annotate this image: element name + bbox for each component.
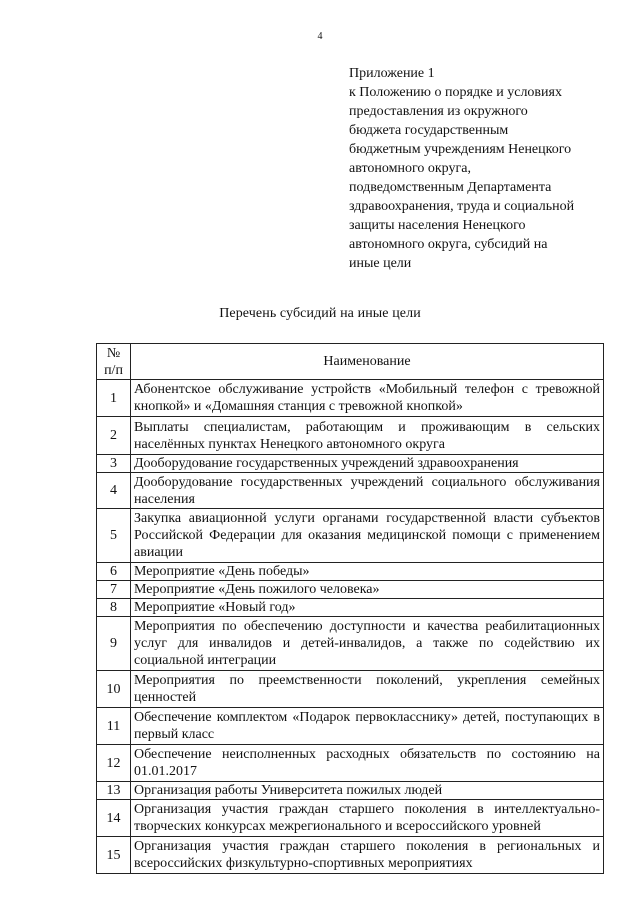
row-number: 9 (97, 617, 131, 671)
appendix-line: защиты населения Ненецкого (349, 218, 526, 233)
appendix-line: подведомственным Департамента (349, 180, 552, 195)
table-row (97, 563, 604, 581)
table-row (97, 599, 604, 617)
appendix-line: Приложение 1 (349, 66, 435, 81)
table-row (97, 708, 604, 745)
row-name: Мероприятия по преемственности поколений, укрепления семейных ценностей (131, 671, 604, 708)
row-name: Мероприятие «Новый год» (131, 599, 604, 617)
list-title: Перечень субсидий на иные цели (219, 306, 421, 321)
appendix-line: бюджета государственным (349, 123, 509, 138)
row-number: 11 (97, 708, 131, 745)
subsidies-table (96, 343, 604, 874)
row-number: 3 (97, 455, 131, 473)
appendix-line: автономного округа, (349, 161, 471, 176)
header-number: № п/п (97, 344, 131, 380)
row-name: Выплаты специалистам, работающим и проживающим в сельских населённых пунктах Ненецкого автономного округа (131, 417, 604, 455)
row-number: 4 (97, 473, 131, 509)
row-number: 14 (97, 800, 131, 837)
row-number: 6 (97, 563, 131, 581)
row-name: Закупка авиационной услуги органами государственной власти субъектов Российской Федерации для оказания медицинской помощи с применением авиации (131, 509, 604, 563)
table-row (97, 509, 604, 563)
header-name: Наименование (131, 344, 604, 380)
row-number: 2 (97, 417, 131, 455)
appendix-line: предоставления из окружного (349, 104, 528, 119)
table-row (97, 782, 604, 800)
table-header-row (97, 344, 604, 380)
table-row (97, 380, 604, 417)
row-name: Организация участия граждан старшего поколения в региональных и всероссийских физкультурно-спортивных мероприятиях (131, 837, 604, 874)
table-row (97, 671, 604, 708)
row-name: Дооборудование государственных учреждений социального обслуживания населения (131, 473, 604, 509)
table-row (97, 800, 604, 837)
appendix-line: к Положению о порядке и условиях (349, 85, 562, 100)
table-row (97, 455, 604, 473)
row-number: 13 (97, 782, 131, 800)
table-row (97, 837, 604, 874)
row-name: Организация работы Университета пожилых людей (131, 782, 604, 800)
page-number: 4 (317, 31, 323, 42)
table-row (97, 745, 604, 782)
row-name: Мероприятие «День пожилого человека» (131, 581, 604, 599)
appendix-header (349, 64, 619, 273)
row-name: Мероприятия по обеспечению доступности и качества реабилитационных услуг для инвалидов и детей-инвалидов, а также по содействию их социальной интеграции (131, 617, 604, 671)
row-number: 10 (97, 671, 131, 708)
row-number: 8 (97, 599, 131, 617)
row-name: Обеспечение неисполненных расходных обязательств по состоянию на 01.01.2017 (131, 745, 604, 782)
row-number: 7 (97, 581, 131, 599)
row-name: Абонентское обслуживание устройств «Мобильный телефон с тревожной кнопкой» и «Домашняя станция с тревожной кнопкой» (131, 380, 604, 417)
table-row (97, 417, 604, 455)
row-name: Дооборудование государственных учреждений здравоохранения (131, 455, 604, 473)
appendix-line: здравоохранения, труда и социальной (349, 199, 575, 214)
appendix-line: бюджетным учреждениям Ненецкого (349, 142, 572, 157)
row-number: 5 (97, 509, 131, 563)
row-number: 15 (97, 837, 131, 874)
table-row (97, 617, 604, 671)
row-name: Обеспечение комплектом «Подарок первокласснику» детей, поступающих в первый класс (131, 708, 604, 745)
row-name: Мероприятие «День победы» (131, 563, 604, 581)
appendix-line: автономного округа, субсидий на (349, 237, 548, 252)
table-row (97, 581, 604, 599)
row-name: Организация участия граждан старшего поколения в интеллектуально-творческих конкурсах межрегионального и всероссийского уровней (131, 800, 604, 837)
appendix-line: иные цели (349, 256, 412, 271)
table-row (97, 473, 604, 509)
row-number: 1 (97, 380, 131, 417)
row-number: 12 (97, 745, 131, 782)
